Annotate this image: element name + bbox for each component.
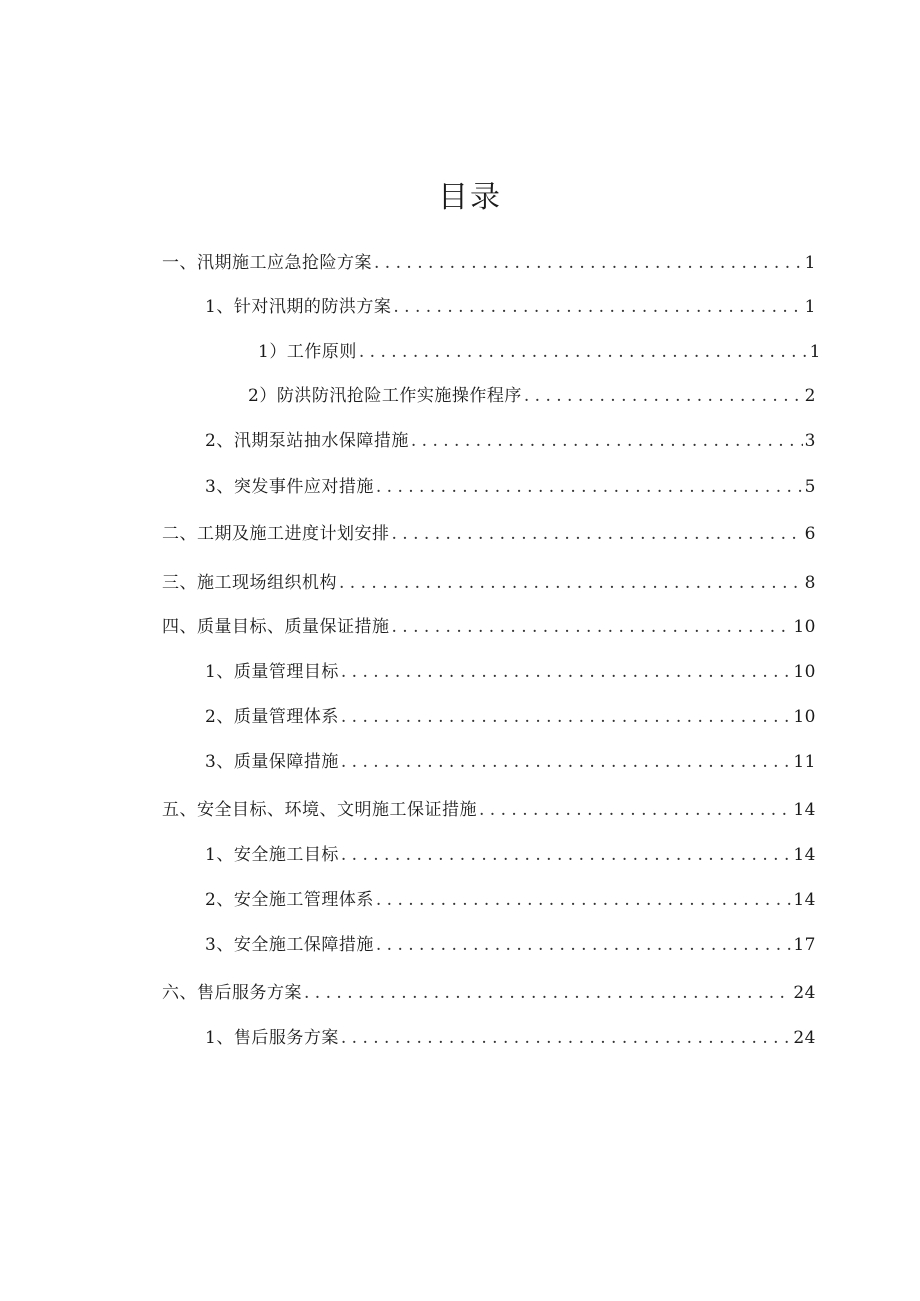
toc-page-number: 6 bbox=[804, 524, 816, 544]
toc-leader-dots bbox=[341, 842, 792, 868]
toc-leader-dots bbox=[341, 1025, 792, 1051]
toc-page-number: 10 bbox=[793, 617, 816, 637]
toc-page-number: 1 bbox=[809, 342, 821, 362]
toc-leader-dots bbox=[393, 294, 802, 320]
toc-leader-dots bbox=[359, 339, 808, 365]
toc-page-number: 10 bbox=[793, 707, 816, 727]
toc-entry[interactable] bbox=[205, 932, 816, 958]
toc-leader-dots bbox=[479, 797, 791, 823]
toc-entry-label: 2）防洪防汛抢险工作实施操作程序 bbox=[248, 386, 522, 406]
toc-entry[interactable] bbox=[248, 383, 816, 409]
toc-leader-dots bbox=[376, 932, 792, 958]
toc-leader-dots bbox=[341, 749, 792, 775]
toc-leader-dots bbox=[339, 570, 803, 596]
toc-entry-label: 1、针对汛期的防洪方案 bbox=[205, 297, 392, 317]
toc-leader-dots bbox=[376, 474, 803, 500]
toc-page-number: 11 bbox=[793, 752, 816, 772]
toc-leader-dots bbox=[392, 521, 803, 547]
toc-entry-label: 三、施工现场组织机构 bbox=[162, 573, 337, 593]
toc-leader-dots bbox=[411, 428, 803, 454]
toc-page-number: 1 bbox=[804, 253, 816, 273]
toc-entry[interactable] bbox=[205, 749, 816, 775]
toc-entry-label: 2、安全施工管理体系 bbox=[205, 890, 374, 910]
toc-entry-label: 3、质量保障措施 bbox=[205, 752, 339, 772]
toc-entry[interactable] bbox=[205, 428, 816, 454]
toc-leader-dots bbox=[374, 250, 803, 276]
toc-entry[interactable] bbox=[205, 659, 816, 685]
toc-entry[interactable] bbox=[162, 521, 816, 547]
toc-leader-dots bbox=[341, 704, 792, 730]
toc-title: 目录 bbox=[438, 180, 502, 215]
toc-entry-label: 一、汛期施工应急抢险方案 bbox=[162, 253, 372, 273]
toc-leader-dots bbox=[524, 383, 803, 409]
toc-entry-label: 3、安全施工保障措施 bbox=[205, 935, 374, 955]
toc-entry-label: 1、安全施工目标 bbox=[205, 845, 339, 865]
toc-page-number: 5 bbox=[804, 477, 816, 497]
toc-entry-label: 五、安全目标、环境、文明施工保证措施 bbox=[162, 800, 477, 820]
toc-entry[interactable] bbox=[162, 797, 816, 823]
toc-leader-dots bbox=[392, 614, 792, 640]
toc-entry[interactable] bbox=[205, 294, 816, 320]
toc-entry-label: 2、汛期泵站抽水保障措施 bbox=[205, 431, 409, 451]
toc-page-number: 10 bbox=[793, 662, 816, 682]
toc-page-number: 24 bbox=[793, 983, 816, 1003]
toc-entry[interactable] bbox=[162, 980, 816, 1006]
toc-entry[interactable] bbox=[205, 1025, 816, 1051]
toc-entry[interactable] bbox=[162, 614, 816, 640]
toc-entry-label: 2、质量管理体系 bbox=[205, 707, 339, 727]
toc-entry[interactable] bbox=[205, 842, 816, 868]
toc-entry-label: 二、工期及施工进度计划安排 bbox=[162, 524, 390, 544]
toc-page-number: 14 bbox=[793, 845, 816, 865]
toc-entry-label: 1、质量管理目标 bbox=[205, 662, 339, 682]
toc-entry[interactable] bbox=[162, 570, 816, 596]
toc-entry-label: 1、售后服务方案 bbox=[205, 1028, 339, 1048]
toc-page-number: 24 bbox=[793, 1028, 816, 1048]
toc-leader-dots bbox=[304, 980, 791, 1006]
toc-page-number: 17 bbox=[793, 935, 816, 955]
toc-page-number: 8 bbox=[804, 573, 816, 593]
toc-leader-dots bbox=[376, 887, 792, 913]
toc-entry-label: 六、售后服务方案 bbox=[162, 983, 302, 1003]
toc-entry[interactable] bbox=[258, 339, 821, 365]
toc-page-number: 3 bbox=[804, 431, 816, 451]
toc-entry-label: 1）工作原则 bbox=[258, 342, 357, 362]
toc-page-number: 14 bbox=[793, 800, 816, 820]
toc-leader-dots bbox=[341, 659, 792, 685]
toc-entry[interactable] bbox=[205, 704, 816, 730]
toc-entry-label: 3、突发事件应对措施 bbox=[205, 477, 374, 497]
toc-entry[interactable] bbox=[205, 474, 816, 500]
toc-page-number: 14 bbox=[793, 890, 816, 910]
toc-page-number: 1 bbox=[804, 297, 816, 317]
toc-entry-label: 四、质量目标、质量保证措施 bbox=[162, 617, 390, 637]
toc-page-number: 2 bbox=[804, 386, 816, 406]
toc-entry[interactable] bbox=[205, 887, 816, 913]
toc-entry[interactable] bbox=[162, 250, 816, 276]
